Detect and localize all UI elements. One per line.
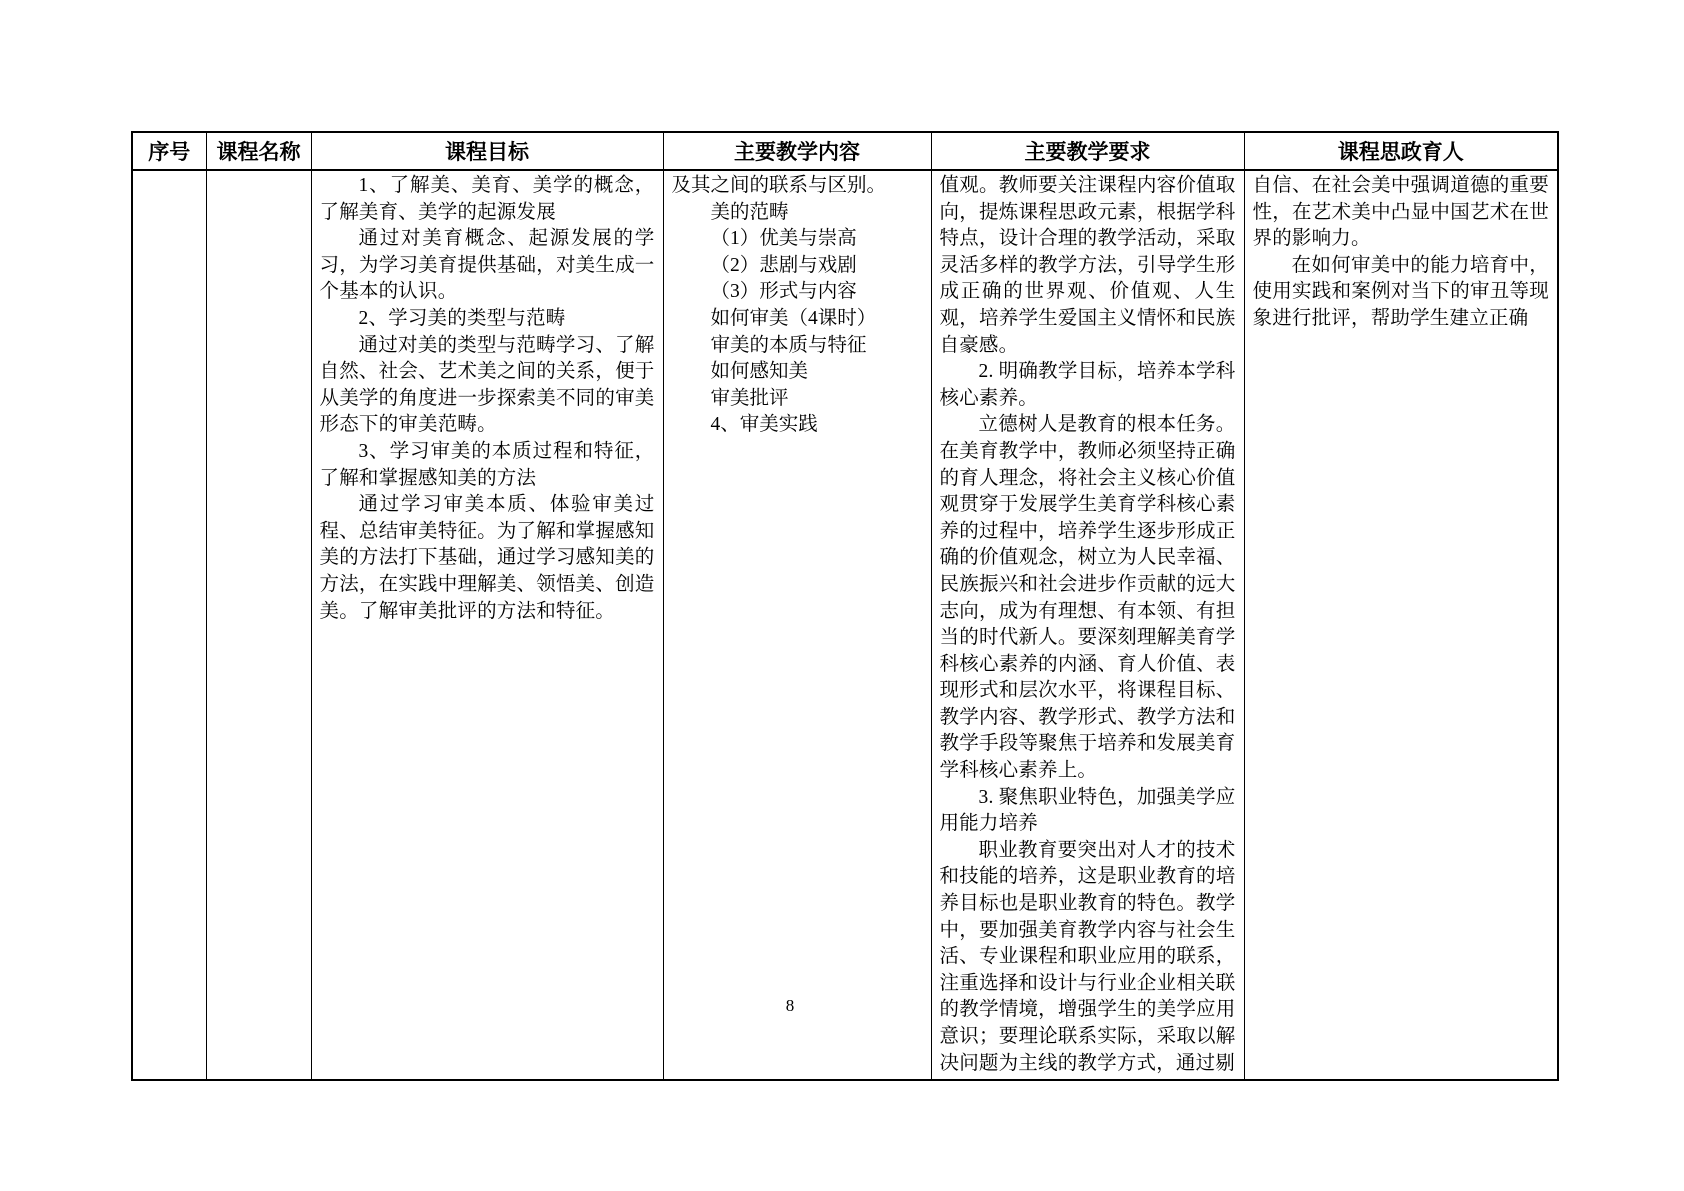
requirement-paragraph: 3. 聚焦职业特色，加强美学应用能力培养: [939, 786, 1236, 835]
table-row: [132, 170, 1558, 1080]
content-line: （1）优美与崇高: [710, 228, 857, 250]
requirement-paragraph: 立德树人是教育的根本任务。在美育教学中，教师必须坚持正确的育人理念，将社会主义核心价值观贯穿于发展学生美育学科核心素养的过程中，培养学生逐步形成正确的价值观念，树立为人民幸福、民族振兴和社会进步作贡献的远大志向，成为有理想、有本领、有担当的时代新人。要深刻理解美育学科核心素养的内涵、育人价值、表现形式和层次水平，将课程目标、教学内容、教学形式、教学方法和教学手段等聚焦于培养和发展美育学科核心素养上。: [939, 414, 1236, 782]
cell-seq: [132, 170, 206, 1080]
content-line: 及其之间的联系与区别。: [671, 175, 887, 196]
col-header-course-objectives: 课程目标: [311, 132, 663, 170]
requirement-paragraph: 职业教育要突出对人才的技术和技能的培养，这是职业教育的培养目标也是职业教育的特色。教学中，要加强美育教学内容与社会生活、专业课程和职业应用的联系，注重选择和设计与行业企业相关联的教学情境，增强学生的美学应用意识；要理论联系实际，采取以解决问题为主线的教学方式，通过剔: [939, 839, 1236, 1074]
ideology-paragraph: 自信、在社会美中强调道德的重要性，在艺术美中凸显中国艺术在世界的影响力。: [1252, 175, 1549, 250]
content-line: 如何审美（4课时）: [710, 307, 877, 329]
cell-course-name: [206, 170, 311, 1080]
objective-paragraph: 通过学习审美本质、体验审美过程、总结审美特征。为了解和掌握感知美的方法打下基础，通过学习感知美的方法，在实践中理解美、领悟美、创造美。了解审美批评的方法和特征。: [319, 494, 655, 622]
content-line: 审美的本质与特征: [710, 334, 867, 356]
col-header-ideology: 课程思政育人: [1244, 132, 1558, 170]
col-header-teaching-content: 主要教学内容: [663, 132, 931, 170]
objective-paragraph: 通过对美育概念、起源发展的学习，为学习美育提供基础，对美生成一个基本的认识。: [319, 228, 655, 303]
cell-course-objectives: [311, 170, 663, 1080]
ideology-paragraph: 在如何审美中的能力培育中，使用实践和案例对当下的审丑等现象进行批评，帮助学生建立正确: [1252, 254, 1549, 329]
cell-teaching-content: [663, 170, 931, 1080]
content-line: 美的范畴: [710, 201, 789, 223]
objective-paragraph: 1、了解美、美育、美学的概念，了解美育、美学的起源发展: [319, 175, 655, 223]
content-line: （3）形式与内容: [710, 281, 857, 303]
content-line: （2）悲剧与戏剧: [710, 254, 857, 276]
col-header-seq: 序号: [132, 132, 206, 170]
requirement-paragraph: 2. 明确教学目标，培养本学科核心素养。: [939, 361, 1236, 409]
page-number: 8: [785, 996, 795, 1015]
col-header-teaching-requirements: 主要教学要求: [931, 132, 1244, 170]
cell-teaching-requirements: [931, 170, 1244, 1080]
table-header-row: [132, 132, 1558, 170]
objective-paragraph: 3、学习审美的本质过程和特征，了解和掌握感知美的方法: [319, 440, 655, 489]
content-line: 审美批评: [710, 387, 789, 409]
objective-paragraph: 通过对美的类型与范畴学习、了解自然、社会、艺术美之间的关系，便于从美学的角度进一步探索美不同的审美形态下的审美范畴。: [319, 334, 655, 436]
course-syllabus-table: [131, 131, 1559, 1081]
content-line: 如何感知美: [710, 361, 809, 383]
content-line: 4、审美实践: [710, 414, 818, 436]
objective-paragraph: 2、学习美的类型与范畴: [358, 307, 566, 329]
cell-ideology: [1244, 170, 1558, 1080]
col-header-course-name: 课程名称: [206, 132, 311, 170]
requirement-paragraph: 值观。教师要关注课程内容价值取向，提炼课程思政元素，根据学科特点，设计合理的教学活动，采取灵活多样的教学方法，引导学生形成正确的世界观、价值观、人生观，培养学生爱国主义情怀和民族自豪感。: [939, 175, 1236, 356]
